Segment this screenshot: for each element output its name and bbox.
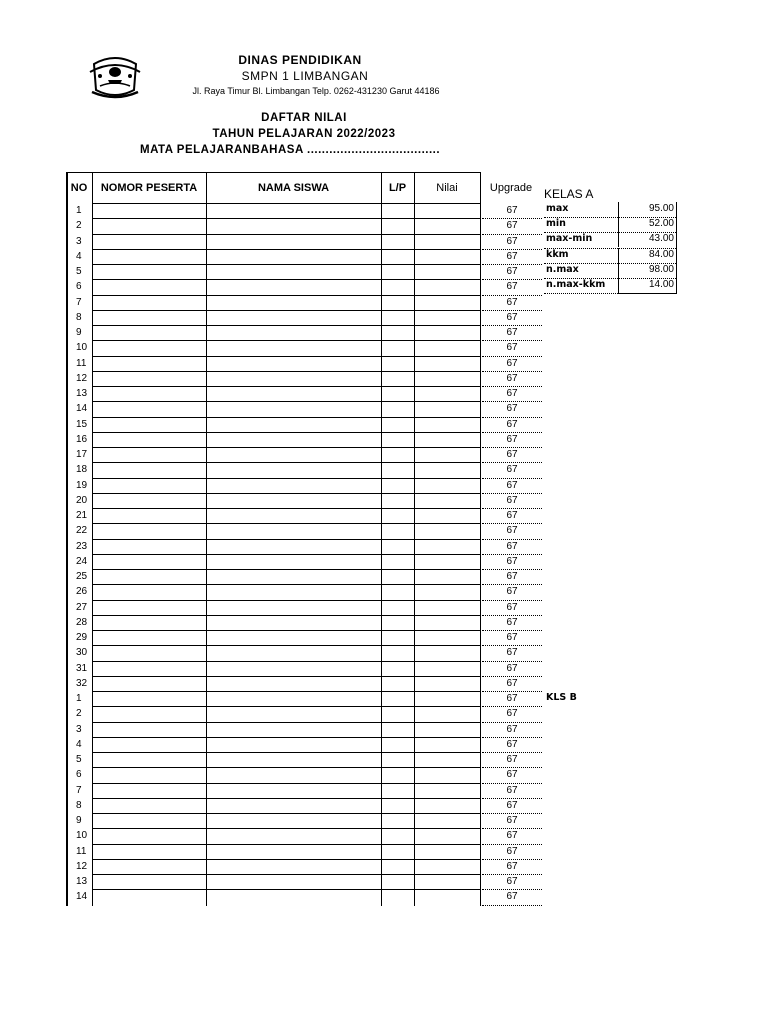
table-row-number: 25 xyxy=(76,571,88,582)
upgrade-value: 67 xyxy=(506,693,518,704)
row-divider xyxy=(92,325,480,326)
row-divider xyxy=(92,828,480,829)
class-a-label: KELAS A xyxy=(544,187,594,201)
row-divider xyxy=(92,752,480,753)
upgrade-value: 67 xyxy=(506,784,518,796)
row-divider xyxy=(92,889,480,890)
row-divider xyxy=(92,447,480,448)
row-divider xyxy=(92,371,480,372)
stat-label: min xyxy=(546,218,566,230)
upgrade-value: 67 xyxy=(506,449,518,460)
row-divider xyxy=(92,737,480,738)
row-divider xyxy=(92,600,480,601)
header-lp: L/P xyxy=(388,181,407,194)
row-divider xyxy=(92,462,480,463)
row-divider xyxy=(92,508,480,509)
row-divider xyxy=(92,630,480,631)
upgrade-value: 67 xyxy=(506,479,518,491)
upgrade-value: 67 xyxy=(506,723,518,735)
upgrade-value: 67 xyxy=(506,860,518,872)
row-divider xyxy=(92,218,480,219)
upgrade-value: 67 xyxy=(506,738,518,750)
row-divider xyxy=(92,691,480,692)
upgrade-value: 67 xyxy=(506,632,518,643)
row-divider xyxy=(92,478,480,479)
table-row-number: 22 xyxy=(76,525,88,537)
row-divider xyxy=(92,554,480,555)
row-divider xyxy=(92,310,480,311)
stat-value: 98.00 xyxy=(648,263,674,275)
table-row-number: 14 xyxy=(76,403,88,415)
table-row-number: 7 xyxy=(76,296,82,308)
upgrade-value: 67 xyxy=(506,769,518,781)
table-row-number: 24 xyxy=(76,555,88,567)
upgrade-value: 67 xyxy=(506,815,518,826)
upgrade-value: 67 xyxy=(506,357,518,369)
table-row-number: 11 xyxy=(76,357,87,369)
stat-value: 95.00 xyxy=(648,203,674,214)
table-row-number: 19 xyxy=(76,479,88,491)
row-divider xyxy=(92,295,480,296)
upgrade-value: 67 xyxy=(506,601,518,613)
upgrade-value: 67 xyxy=(506,754,518,765)
table-row-number: 18 xyxy=(76,464,88,476)
row-divider xyxy=(92,417,480,418)
grade-table xyxy=(66,172,533,906)
upgrade-value: 67 xyxy=(506,510,518,521)
row-divider xyxy=(92,401,480,402)
academic-year: TAHUN PELAJARAN 2022/2023 xyxy=(212,128,396,140)
school-address: Jl. Raya Timur Bl. Limbangan Telp. 0262-431230 Garut 44186 xyxy=(192,86,440,96)
row-divider xyxy=(92,356,480,357)
upgrade-value: 67 xyxy=(506,342,518,354)
row-divider xyxy=(92,432,480,433)
upgrade-value: 67 xyxy=(506,540,518,552)
table-row-number: 8 xyxy=(76,311,82,323)
header-nilai: Nilai xyxy=(436,181,458,194)
upgrade-value: 67 xyxy=(506,433,518,445)
table-row-number: 3 xyxy=(76,235,82,247)
upgrade-value: 67 xyxy=(506,845,518,857)
table-row-number: 9 xyxy=(76,815,82,826)
table-row-number: 16 xyxy=(76,433,88,445)
row-divider xyxy=(92,249,480,250)
row-divider xyxy=(92,706,480,707)
upgrade-value: 67 xyxy=(506,799,518,811)
upgrade-value: 67 xyxy=(506,235,518,247)
table-row-number: 23 xyxy=(76,540,88,552)
upgrade-value: 67 xyxy=(506,250,518,262)
table-row-number: 6 xyxy=(76,281,82,293)
row-divider xyxy=(92,767,480,768)
upgrade-value: 67 xyxy=(506,525,518,537)
table-row-number: 9 xyxy=(76,327,82,338)
row-divider xyxy=(92,722,480,723)
row-divider xyxy=(92,340,480,341)
upgrade-value: 67 xyxy=(506,571,518,582)
upgrade-value: 67 xyxy=(506,281,518,293)
upgrade-value: 67 xyxy=(506,220,518,232)
table-row-number: 14 xyxy=(76,891,88,903)
row-divider xyxy=(92,234,480,235)
row-divider xyxy=(92,569,480,570)
table-row-number: 28 xyxy=(76,616,88,628)
upgrade-value: 67 xyxy=(506,494,518,506)
upgrade-row-divider xyxy=(482,905,542,906)
row-divider xyxy=(92,798,480,799)
upgrade-value: 67 xyxy=(506,616,518,628)
upgrade-value: 67 xyxy=(506,296,518,308)
upgrade-value: 67 xyxy=(506,311,518,323)
row-divider xyxy=(92,645,480,646)
org-name: DINAS PENDIDIKAN xyxy=(238,53,362,67)
upgrade-value: 67 xyxy=(506,708,518,720)
table-row-number: 10 xyxy=(76,342,88,354)
stat-label: n.max xyxy=(546,263,579,275)
upgrade-value: 67 xyxy=(506,555,518,567)
upgrade-value: 67 xyxy=(506,266,518,277)
subject-line: MATA PELAJARANBAHASA .................................... xyxy=(140,144,441,156)
stat-value: 43.00 xyxy=(648,233,674,245)
upgrade-value: 67 xyxy=(506,464,518,476)
row-divider xyxy=(92,539,480,540)
row-divider xyxy=(92,493,480,494)
header-nama-siswa: NAMA SISWA xyxy=(257,181,330,194)
table-row-number: 30 xyxy=(76,647,88,659)
table-row-number: 15 xyxy=(76,418,88,430)
table-row-number: 20 xyxy=(76,494,88,506)
row-divider xyxy=(92,859,480,860)
upgrade-value: 67 xyxy=(506,647,518,659)
stat-label: kkm xyxy=(546,248,569,260)
header-no: NO xyxy=(70,181,88,194)
row-divider xyxy=(92,279,480,280)
upgrade-value: 67 xyxy=(506,586,518,598)
table-row-number: 13 xyxy=(76,388,88,399)
upgrade-value: 67 xyxy=(506,372,518,384)
row-divider xyxy=(92,874,480,875)
upgrade-value: 67 xyxy=(506,388,518,399)
upgrade-value: 67 xyxy=(506,403,518,415)
table-row-number: 8 xyxy=(76,799,82,811)
table-row-number: 1 xyxy=(76,205,82,216)
header-upgrade: Upgrade xyxy=(489,181,533,194)
table-row-number: 12 xyxy=(76,372,88,384)
row-divider xyxy=(92,523,480,524)
table-row-number: 27 xyxy=(76,601,88,613)
upgrade-value: 67 xyxy=(506,677,518,689)
row-divider xyxy=(92,615,480,616)
school-name: SMPN 1 LIMBANGAN xyxy=(241,69,369,83)
row-divider xyxy=(92,264,480,265)
table-row-number: 7 xyxy=(76,784,82,796)
stat-value: 84.00 xyxy=(648,248,674,260)
class-b-label: KLS B xyxy=(546,692,577,703)
table-row-number: 4 xyxy=(76,250,82,262)
upgrade-value: 67 xyxy=(506,891,518,903)
table-row-number: 11 xyxy=(76,845,87,857)
upgrade-value: 67 xyxy=(506,830,518,842)
table-row-number: 1 xyxy=(76,693,82,704)
row-divider xyxy=(92,203,480,204)
upgrade-value: 67 xyxy=(506,327,518,338)
stat-value-box xyxy=(618,202,677,294)
upgrade-value: 67 xyxy=(506,205,518,216)
table-row-number: 21 xyxy=(76,510,88,521)
stat-value: 52.00 xyxy=(648,218,674,230)
table-row-number: 32 xyxy=(76,677,88,689)
table-row-number: 17 xyxy=(76,449,88,460)
row-divider xyxy=(92,661,480,662)
table-row-number: 3 xyxy=(76,723,82,735)
table-row-number: 6 xyxy=(76,769,82,781)
row-divider xyxy=(92,676,480,677)
table-row-number: 2 xyxy=(76,220,82,232)
upgrade-value: 67 xyxy=(506,662,518,674)
row-divider xyxy=(92,844,480,845)
document-title: DAFTAR NILAI xyxy=(261,112,347,124)
table-row-number: 5 xyxy=(76,754,82,765)
table-row-number: 13 xyxy=(76,876,88,887)
table-row-number: 12 xyxy=(76,860,88,872)
row-divider xyxy=(92,584,480,585)
table-row-number: 29 xyxy=(76,632,88,643)
header-nomor-peserta: NOMOR PESERTA xyxy=(100,181,198,194)
table-header xyxy=(66,172,542,203)
stat-value: 14.00 xyxy=(648,279,674,290)
row-divider xyxy=(92,783,480,784)
stat-label: n.max-kkm xyxy=(546,279,606,290)
upgrade-value: 67 xyxy=(506,876,518,887)
table-row-number: 2 xyxy=(76,708,82,720)
row-divider xyxy=(92,386,480,387)
table-row-number: 10 xyxy=(76,830,88,842)
upgrade-value: 67 xyxy=(506,418,518,430)
row-divider xyxy=(92,813,480,814)
stat-label: max xyxy=(546,203,569,214)
table-row-number: 31 xyxy=(76,662,88,674)
table-row-number: 26 xyxy=(76,586,88,598)
table-row-number: 4 xyxy=(76,738,82,750)
table-row-number: 5 xyxy=(76,266,82,277)
stat-label: max-min xyxy=(546,233,593,245)
